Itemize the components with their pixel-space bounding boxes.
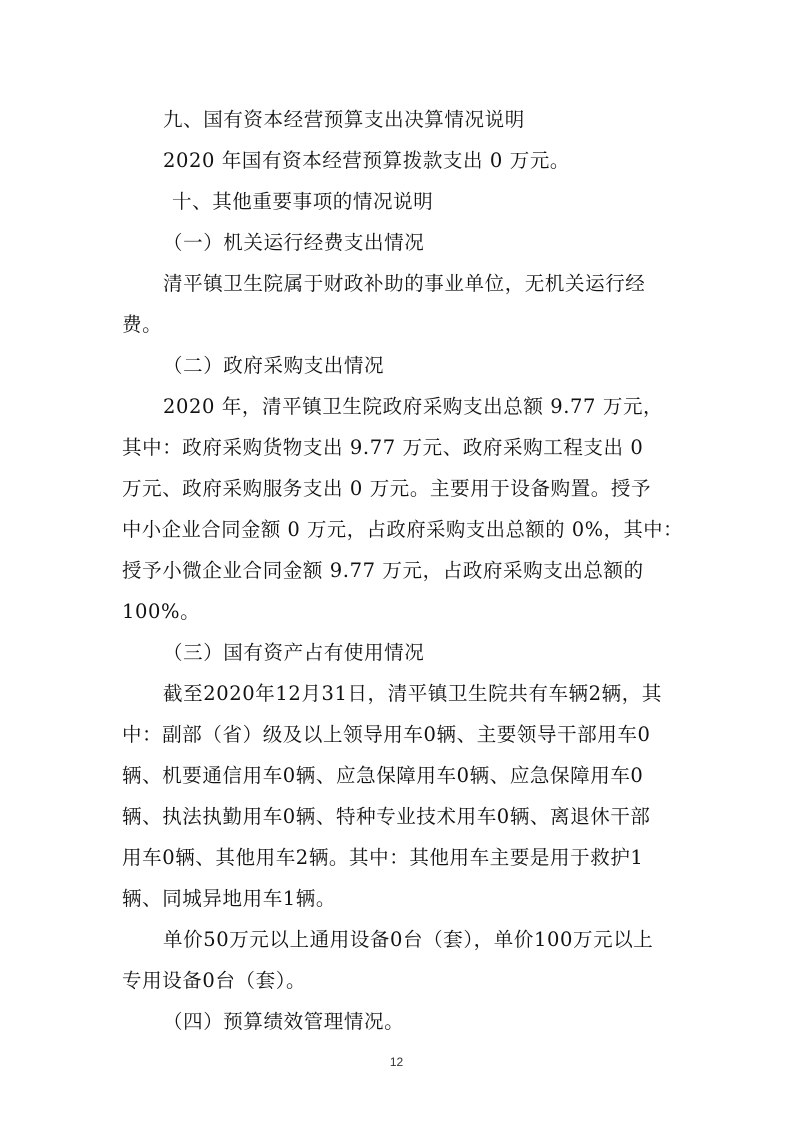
paragraph-line: 2020 年国有资本经营预算拨款支出 0 万元。	[163, 149, 571, 172]
subsection-heading-1: （一）机关运行经费支出情况	[163, 231, 425, 254]
paragraph-line: 其中：政府采购货物支出 9.77 万元、政府采购工程支出 0	[122, 436, 644, 459]
subsection-heading-4: （四）预算绩效管理情况。	[163, 1010, 405, 1033]
paragraph-line: 中：副部（省）级及以上领导用车0辆、主要领导干部用车0	[122, 723, 651, 746]
paragraph-line: 100%。	[122, 600, 201, 623]
paragraph-line: 辆、执法执勤用车0辆、特种专业技术用车0辆、离退休干部	[122, 805, 651, 828]
paragraph-line: 费。	[122, 313, 163, 336]
page-number: 12	[389, 1055, 404, 1069]
paragraph-line: 单价50万元以上通用设备0台（套），单价100万元以上	[163, 928, 654, 951]
subsection-heading-3: （三）国有资产占有使用情况	[163, 641, 425, 664]
subsection-heading-2: （二）政府采购支出情况	[163, 354, 385, 377]
paragraph-line: 授予小微企业合同金额 9.77 万元，占政府采购支出总额的	[122, 559, 644, 582]
paragraph-line: 辆、同城异地用车1辆。	[122, 887, 337, 910]
section-heading-9: 九、国有资本经营预算支出决算情况说明	[163, 108, 525, 131]
paragraph-line: 截至2020年12月31日，清平镇卫生院共有车辆2辆，其	[163, 682, 662, 705]
paragraph-line: 用车0辆、其他用车2辆。其中：其他用车主要是用于救护1	[122, 846, 644, 869]
paragraph-line: 专用设备0台（套）。	[122, 969, 307, 992]
paragraph-line: 清平镇卫生院属于财政补助的事业单位，无机关运行经	[163, 272, 646, 295]
paragraph-line: 2020 年，清平镇卫生院政府采购支出总额 9.77 万元，	[163, 395, 664, 418]
section-heading-10: 十、其他重要事项的情况说明	[172, 190, 434, 213]
paragraph-line: 中小企业合同金额 0 万元，占政府采购支出总额的 0%，其中：	[122, 518, 683, 541]
paragraph-line: 辆、机要通信用车0辆、应急保障用车0辆、应急保障用车0	[122, 764, 644, 787]
paragraph-line: 万元、政府采购服务支出 0 万元。主要用于设备购置。授予	[122, 477, 652, 500]
